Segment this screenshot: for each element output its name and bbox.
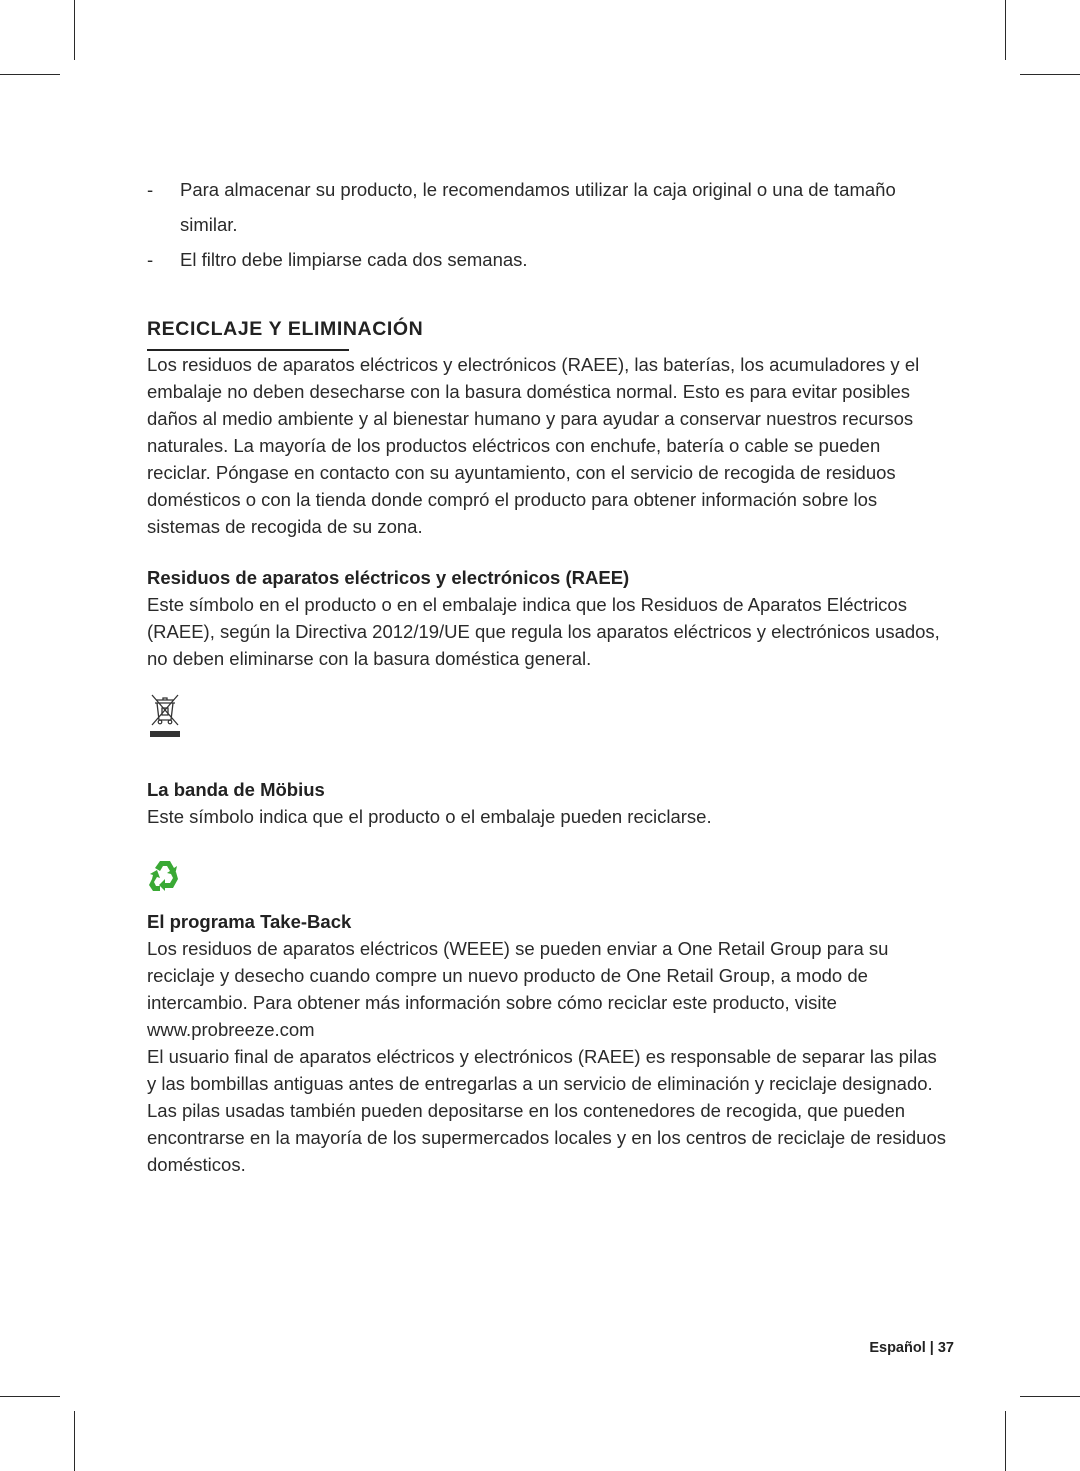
mobius-paragraph: Este símbolo indica que el producto o el embalaje pueden reciclarse.: [147, 805, 712, 827]
crop-mark: [0, 74, 60, 75]
weee-paragraph: Este símbolo en el producto o en el embalaje indica que los Residuos de Aparatos Eléctricos (RAEE), según la Directiva 2012/19/UE que regula los aparatos eléctricos y electrónicos usados, no deben eliminarse con la basura doméstica general.: [147, 593, 940, 669]
takeback-paragraph-2: El usuario final de aparatos eléctricos y electrónicos (RAEE) es responsable de separar las pilas y las bombillas antiguas antes de entregarlas a un servicio de eliminación y reciclaje designado. Las pilas usadas también pueden depositarse en los contenedores de recogida, que pueden encontrarse en la mayoría de los supermercados locales y en los centros de reciclaje de residuos domésticos.: [147, 1045, 946, 1175]
intro-paragraph: Los residuos de aparatos eléctricos y electrónicos (RAEE), las baterías, los acumuladores y el embalaje no deben desecharse con la basura doméstica normal. Esto es para evitar posibles daños al medio ambiente y al bienestar humano y para ayudar a conservar nuestros recursos naturales. La mayoría de los productos eléctricos con enchufe, batería o cable se pueden reciclar. Póngase en contacto con su ayuntamiento, con el servicio de recogida de residuos domésticos o con la tienda donde compró el producto para obtener información sobre los sistemas de recogida de su zona.: [147, 353, 920, 537]
crop-mark: [0, 1396, 60, 1397]
bullet-dash: -: [147, 249, 154, 270]
crop-mark: [1020, 1396, 1080, 1397]
takeback-heading: El programa Take-Back: [147, 910, 352, 932]
bullet-text: El filtro debe limpiarse cada dos semanas.: [180, 249, 528, 270]
mobius-heading: La banda de Möbius: [147, 778, 325, 800]
recycle-icon: [147, 858, 183, 894]
crop-mark: [1020, 74, 1080, 75]
bullet-dash: -: [147, 179, 154, 200]
crop-mark: [1005, 1411, 1006, 1471]
page-content: [147, 172, 947, 1178]
crop-mark: [1005, 0, 1006, 60]
weee-heading: Residuos de aparatos eléctricos y electrónicos (RAEE): [147, 566, 630, 588]
list-item: [147, 242, 947, 277]
crossed-out-wheelie-bin-icon: [147, 692, 183, 740]
section-title: RECICLAJE Y ELIMINACIÓN: [147, 318, 424, 340]
crop-mark: [74, 1411, 75, 1471]
takeback-paragraph: Los residuos de aparatos eléctricos (WEEE) se pueden enviar a One Retail Group para su reciclaje y desecho cuando compre un nuevo producto de One Retail Group, a modo de intercambio. Para obtener más información sobre cómo reciclar este producto, visite www.probreeze.com: [147, 937, 889, 1040]
page-footer: Español | 37: [869, 1340, 954, 1356]
bullet-text: Para almacenar su producto, le recomendamos utilizar la caja original o una de tamaño similar.: [180, 179, 896, 235]
list-item: [147, 172, 947, 242]
bullet-list: [147, 172, 947, 277]
crop-mark: [74, 0, 75, 60]
